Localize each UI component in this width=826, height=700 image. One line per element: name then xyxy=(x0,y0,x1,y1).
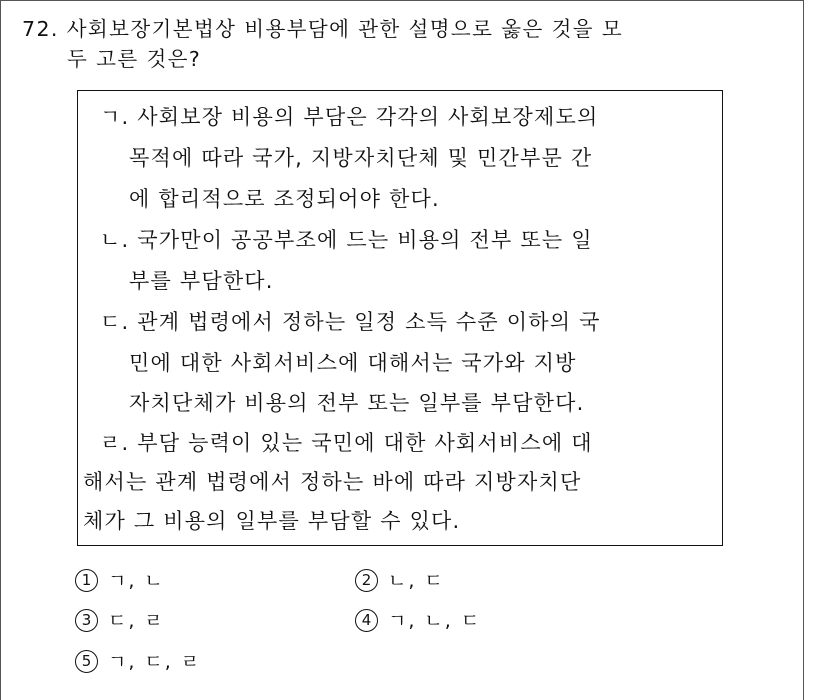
statement-d-line1: ㄹ. 부담 능력이 있는 국민에 대한 사회서비스에 대 xyxy=(100,431,593,455)
choice-5[interactable] xyxy=(75,647,201,677)
statement-d-line3: 체가 그 비용의 일부를 부담할 수 있다. xyxy=(83,509,461,533)
choice-2[interactable] xyxy=(355,566,445,596)
statement-b-line1: ㄴ. 국가만이 공공부조에 드는 비용의 전부 또는 일 xyxy=(100,228,593,252)
choice-number-circle: 1 xyxy=(75,569,98,592)
question-number: 72. xyxy=(22,17,59,41)
statement-c-line2: 민에 대한 사회서비스에 대해서는 국가와 지방 xyxy=(129,351,577,375)
choice-text: ㄴ, ㄷ xyxy=(388,570,445,592)
choice-text: ㄱ, ㄷ, ㄹ xyxy=(108,651,202,673)
question-text-line2: 두 고른 것은? xyxy=(67,47,202,71)
question-text-line1: 사회보장기본법상 비용부담에 관한 설명으로 옳은 것을 모 xyxy=(66,17,624,41)
statement-c-line1: ㄷ. 관계 법령에서 정하는 일정 소득 수준 이하의 국 xyxy=(100,310,601,334)
statement-b-line2: 부를 부담한다. xyxy=(129,269,274,293)
choice-number-circle: 3 xyxy=(75,609,98,632)
statement-a-line3: 에 합리적으로 조정되어야 한다. xyxy=(129,187,440,211)
question-stem xyxy=(22,14,762,74)
statement-box xyxy=(77,90,723,546)
choice-number-circle: 5 xyxy=(75,650,98,673)
choice-text: ㄱ, ㄴ, ㄷ xyxy=(388,610,482,632)
choice-text: ㄱ, ㄴ xyxy=(108,570,165,592)
choice-3[interactable] xyxy=(75,606,165,636)
choice-number-circle: 2 xyxy=(355,569,378,592)
statement-a-line2: 목적에 따라 국가, 지방자치단체 및 민간부문 간 xyxy=(129,146,593,170)
choice-number-circle: 4 xyxy=(355,609,378,632)
choice-text: ㄷ, ㄹ xyxy=(108,610,165,632)
statement-a-line1: ㄱ. 사회보장 비용의 부담은 각각의 사회보장제도의 xyxy=(100,105,599,129)
choice-1[interactable] xyxy=(75,566,165,596)
statement-c-line3: 자치단체가 비용의 전부 또는 일부를 부담한다. xyxy=(129,391,585,415)
choice-4[interactable] xyxy=(355,606,481,636)
statement-d-line2: 해서는 관계 법령에서 정하는 바에 따라 지방자치단 xyxy=(83,470,582,494)
